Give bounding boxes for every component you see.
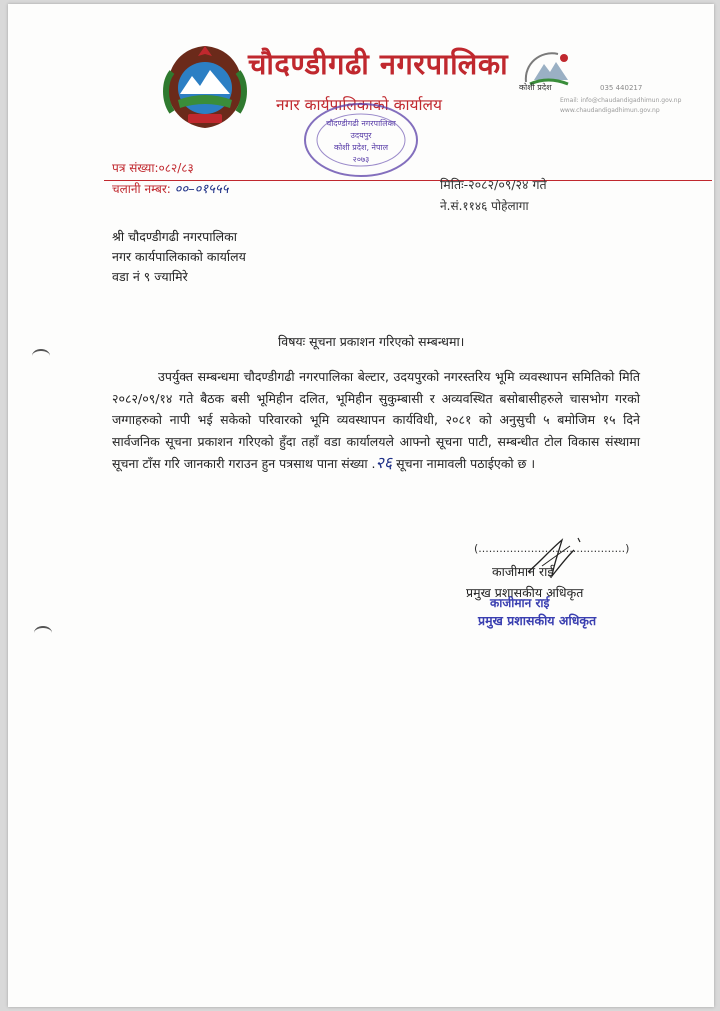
- contact-email: Email: info@chaudandigadhimun.gov.np: [560, 97, 682, 104]
- seal-signatory-name: काजीमान राई: [490, 596, 550, 610]
- contact-info: [560, 96, 681, 116]
- signatory-name: काजीमान राई: [492, 564, 554, 579]
- nepal-sambat-date: ने.सं.११४६ पोहेलागा: [440, 199, 529, 213]
- header-divider: [104, 180, 712, 181]
- recipient-line-3: वडा नं ९ ज्यामिरे: [112, 269, 188, 284]
- recipient-line-1: श्री चौदण्डीगढी नगरपालिका: [112, 229, 237, 244]
- office-subtitle: नगर कार्यपालिकाको कार्यालय: [276, 96, 443, 114]
- stamp-line-4: २०७३: [352, 155, 370, 164]
- municipality-title: चौदण्डीगढी नगरपालिका: [248, 47, 509, 81]
- letter-subject: विषयः सूचना प्रकाशन गरिएको सम्बन्धमा।: [278, 334, 465, 349]
- letter-date: मितिः-२०८२/०९/२४ गते: [440, 177, 547, 192]
- body-text-main: उपर्युक्त सम्बन्धमा चौदण्डीगढी नगरपालिका बेल्टार, उदयपुरको नगरस्तरिय भूमि व्यवस्थापन समितिको मिति २०८२/०९/१४ गते बैठक बसी भूमिहीन दलित, भूमिहीन सुकुम्बासी र अव्यवस्थित बसोबासीहरुले चासभोग गरको जग्गाहरुको नापी भई सकेको परिवारको भूमि व्यवस्थापन कार्यविधी, २०८१ को अनुसुची ५ बमोजिम १५ दिने सार्वजनिक सूचना प्रकाशन गरिएको हुँदा तहाँ वडा कार्यालयले आफ्नो सूचना पाटी, सम्बन्धीत टोल विकास संस्थामा सूचना टाँस गरि जानकारी गराउन हुन पत्रसाथ पाना संख्या .: [112, 369, 640, 471]
- contact-website: www.chaudandigadhimun.gov.np: [560, 107, 660, 114]
- signatory-title: प्रमुख प्रशासकीय अधिकृत: [466, 585, 584, 600]
- page-count: २६: [375, 453, 393, 472]
- dispatch-number-value: ००–०१५५५: [174, 182, 229, 197]
- municipality-emblem-icon: [158, 42, 252, 132]
- office-stamp: [301, 100, 421, 180]
- letter-number-value: ०८२/८३: [158, 161, 194, 175]
- stamp-line-1: चौदण्डीगढी नगरपालिका: [326, 119, 396, 128]
- dispatch-number: [112, 179, 228, 197]
- recipient-line-2: नगर कार्यपालिकाको कार्यालय: [112, 249, 246, 264]
- koshi-province-label: कोशी प्रदेश: [519, 83, 552, 92]
- stamp-line-3: कोशी प्रदेश, नेपाल: [333, 143, 389, 152]
- signature-bracket: (..........................................): [474, 542, 630, 555]
- punch-hole-mark: [34, 626, 52, 640]
- phone-number: 035 440217: [600, 84, 643, 92]
- punch-hole-mark: [32, 349, 50, 363]
- letter-number: [112, 159, 194, 176]
- letter-number-label: पत्र संख्या:: [112, 161, 159, 175]
- seal-signatory-title: प्रमुख प्रशासकीय अधिकृत: [478, 613, 597, 628]
- letter-body: [112, 366, 640, 475]
- letter-page: [8, 4, 714, 1007]
- stamp-line-2: उदयपुर: [350, 131, 372, 140]
- dispatch-number-label: चलानी नम्बर:: [112, 182, 171, 196]
- body-text-end: सूचना नामावली पठाईएको छ ।: [392, 456, 536, 471]
